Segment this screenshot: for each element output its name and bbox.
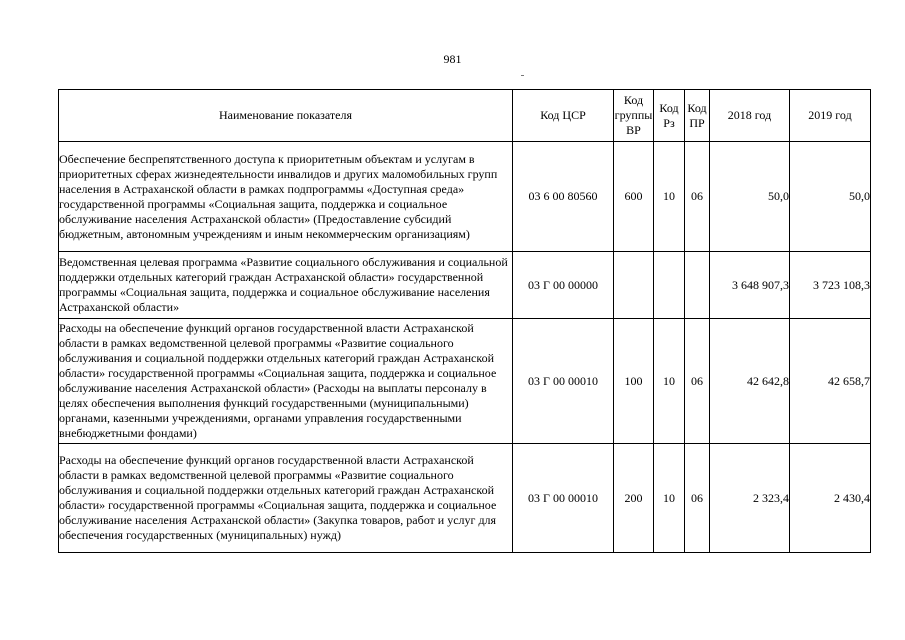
row-csr: 03 6 00 80560 [513,142,614,252]
row-2019: 2 430,4 [790,444,871,553]
row-csr: 03 Г 00 00000 [513,252,614,319]
table-header-row [59,90,871,142]
budget-table [58,89,871,553]
row-pr: 06 [685,142,710,252]
row-vr: 600 [614,142,654,252]
row-name: Расходы на обеспечение функций органов государственной власти Астраханской области в рамках ведомственной целевой программы «Развитие социального обслуживания и социальной поддержки отдельных категорий граждан Астраханской области» государственной программы «Социальная защита, поддержка и социальное обслуживание населения Астраханской области» (Закупка товаров, работ и услуг для обеспечения государственных (муниципальных) нужд) [59,444,513,553]
row-2019: 42 658,7 [790,319,871,444]
row-rz: 10 [654,444,685,553]
row-rz: 10 [654,142,685,252]
table-row [59,252,871,319]
row-rz [654,252,685,319]
row-2018: 50,0 [710,142,790,252]
row-vr: 200 [614,444,654,553]
row-2018: 42 642,8 [710,319,790,444]
header-2019: 2019 год [790,90,871,142]
row-2019: 50,0 [790,142,871,252]
row-2018: 3 648 907,3 [710,252,790,319]
row-name: Ведомственная целевая программа «Развитие социального обслуживания и социальной поддержки отдельных категорий граждан Астраханской области» государственной программы «Социальная защита, поддержка и социальное обслуживание населения Астраханской области» [59,252,513,319]
row-2018: 2 323,4 [710,444,790,553]
header-csr: Код ЦСР [513,90,614,142]
table-row [59,142,871,252]
row-csr: 03 Г 00 00010 [513,319,614,444]
row-vr: 100 [614,319,654,444]
row-vr [614,252,654,319]
header-pr: Код ПР [685,90,710,142]
header-name: Наименование показателя [59,90,513,142]
row-name: Обеспечение беспрепятственного доступа к приоритетным объектам и услугам в приоритетных сферах жизнедеятельности инвалидов и других маломобильных групп населения в Астраханской области в рамках подпрограммы «Доступная среда» государственной программы «Социальная защита, поддержка и социальное обслуживание населения Астраханской области» (Предоставление субсидий бюджетным, автономным учреждениям и иным некоммерческим организациям) [59,142,513,252]
page-number: 981 [443,52,462,66]
row-pr: 06 [685,444,710,553]
header-rz: Код Рз [654,90,685,142]
table-row [59,319,871,444]
scan-mark [521,75,524,76]
row-2019: 3 723 108,3 [790,252,871,319]
header-vr: Код группы ВР [614,90,654,142]
row-name: Расходы на обеспечение функций органов государственной власти Астраханской области в рамках ведомственной целевой программы «Развитие социального обслуживания и социальной поддержки отдельных категорий граждан Астраханской области» государственной программы «Социальная защита, поддержка и социальное обслуживание населения Астраханской области» (Расходы на выплаты персоналу в целях обеспечения выполнения функций государственными (муниципальными) органами, казенными учреждениями, органами управления государственными внебюджетными фондами) [59,319,513,444]
row-csr: 03 Г 00 00010 [513,444,614,553]
row-rz: 10 [654,319,685,444]
header-2018: 2018 год [710,90,790,142]
row-pr: 06 [685,319,710,444]
table-row [59,444,871,553]
row-pr [685,252,710,319]
